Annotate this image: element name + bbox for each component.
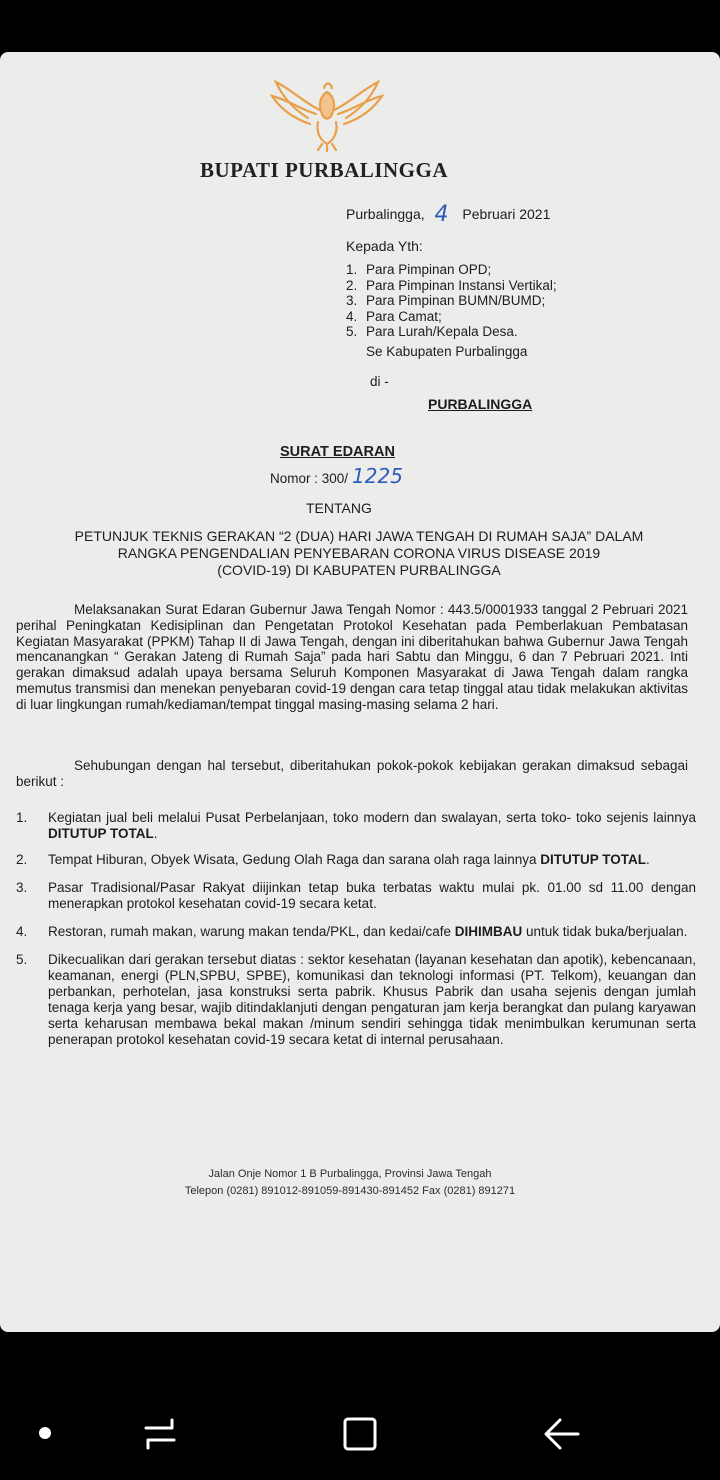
garuda-emblem-icon — [262, 74, 392, 152]
recipient-list — [346, 262, 557, 340]
list-item: 2. Tempat Hiburan, Obyek Wisata, Gedung Olah Raga dan sarana olah raga lainnya DITUTUP TOTAL. — [16, 852, 650, 867]
home-icon[interactable] — [340, 1414, 380, 1454]
document-number: Nomor : 300/ 1225 — [270, 464, 403, 488]
destination: PURBALINGGA — [428, 396, 533, 412]
list-item: 4. Para Camat; — [346, 308, 442, 324]
month-year: Pebruari 2021 — [462, 206, 551, 222]
footer-phone: Telepon (0281) 891012-891059-891430-891452 Fax (0281) 891271 — [184, 1185, 516, 1197]
handwritten-day: 4 — [434, 202, 449, 227]
dot-indicator-icon[interactable] — [39, 1427, 51, 1439]
body-paragraph-2: Sehubungan dengan hal tersebut, diberitahukan pokok-pokok kebijakan gerakan dimaksud sebagai berikut : — [16, 758, 688, 789]
system-navigation-bar — [0, 1392, 720, 1472]
di-label: di - — [370, 374, 389, 389]
list-item: 3. Pasar Tradisional/Pasar Rakyat diijinkan tetap buka terbatas waktu mulai pk. 01.00 sd 11.00 dengan menerapkan protokol kesehatan covid-19 secara ketat. — [16, 880, 696, 911]
footer-address: Jalan Onje Nomor 1 B Purbalingga, Provinsi Jawa Tengah — [208, 1168, 492, 1180]
document-photo — [0, 52, 720, 1332]
handwritten-number: 1225 — [352, 464, 403, 488]
list-item: 4. Restoran, rumah makan, warung makan tenda/PKL, dan kedai/cafe DIHIMBAU untuk tidak buka/berjualan. — [16, 924, 688, 939]
recents-icon[interactable] — [140, 1414, 180, 1454]
list-item: 1. Para Pimpinan OPD; — [346, 262, 492, 277]
letterhead-title: BUPATI PURBALINGGA — [200, 158, 448, 182]
regency-scope: Se Kabupaten Purbalingga — [366, 344, 528, 359]
place: Purbalingga, — [346, 206, 425, 222]
tentang-label: TENTANG — [306, 500, 372, 516]
back-icon[interactable] — [540, 1414, 584, 1454]
subject-heading: PETUNJUK TEKNIS GERAKAN “2 (DUA) HARI JAWA TENGAH DI RUMAH SAJA” DALAM RANGKA PENGENDALIAN PENYEBARAN CORONA VIRUS DISEASE 2019 (COVID-19) DI KABUPATEN PURBALINGGA — [74, 528, 644, 578]
list-item: 1. Kegiatan jual beli melalui Pusat Perbelanjaan, toko modern dan swalayan, serta toko- toko sejenis lainnya DITUTUP TOTAL. — [16, 810, 696, 841]
document-type: SURAT EDARAN — [280, 444, 395, 460]
list-item: 5. Dikecualikan dari gerakan tersebut diatas : sektor kesehatan (layanan kesehatan dan apotik), kebencanaan, keamanan, energi (PLN,SPBU, SPBE), komunikasi dan teknologi informasi (PT. Telkom), keuangan dan perbankan, perhotelan, jasa konstruksi serta pabrik. Khusus Pabrik dan usaha sejenis dengan jumlah tenaga kerja yang besar, wajib ditindaklanjuti dengan pengaturan jam kerja berangkat dan pulang karyawan serta keharusan membawa bekal makan /minum sendiri sehingga tidak menimbulkan kerumunan serta penerapan protokol kesehatan covid-19 secara ketat di internal perusahaan. — [16, 952, 696, 1047]
addressee-heading: Kepada Yth: — [346, 238, 423, 254]
list-item: 3. Para Pimpinan BUMN/BUMD; — [346, 293, 546, 308]
policy-list — [16, 810, 696, 1048]
list-item: 2. Para Pimpinan Instansi Vertikal; — [346, 277, 557, 293]
body-paragraph-1: Melaksanakan Surat Edaran Gubernur Jawa Tengah Nomor : 443.5/0001933 tanggal 2 Pebruari 2021 perihal Peningkatan Kedisiplinan dan Pengetatan Protokol Kesehatan pada Pemberlakuan Pembatasan Kegiatan Masyarakat (PPKM) Tahap II di Jawa Tengah, dengan ini diberitahukan bahwa Gubernur Jawa Tengah mencanangkan “ Gerakan Jateng di Rumah Saja” pada hari Sabtu dan Minggu, 6 dan 7 Pebruari 2021. Inti gerakan dimaksud adalah upaya bersama Seluruh Komponen Masyarakat di Jawa Tengah dalam rangka memutus transmisi dan menekan penyebaran covid-19 dengan cara tetap tinggal atau tidak melakukan aktivitas di luar lingkungan rumah/kediaman/tempat tinggal masing-masing selama 2 hari. — [16, 602, 688, 712]
place-date — [346, 200, 550, 225]
list-item: 5. Para Lurah/Kepala Desa. — [346, 324, 518, 339]
